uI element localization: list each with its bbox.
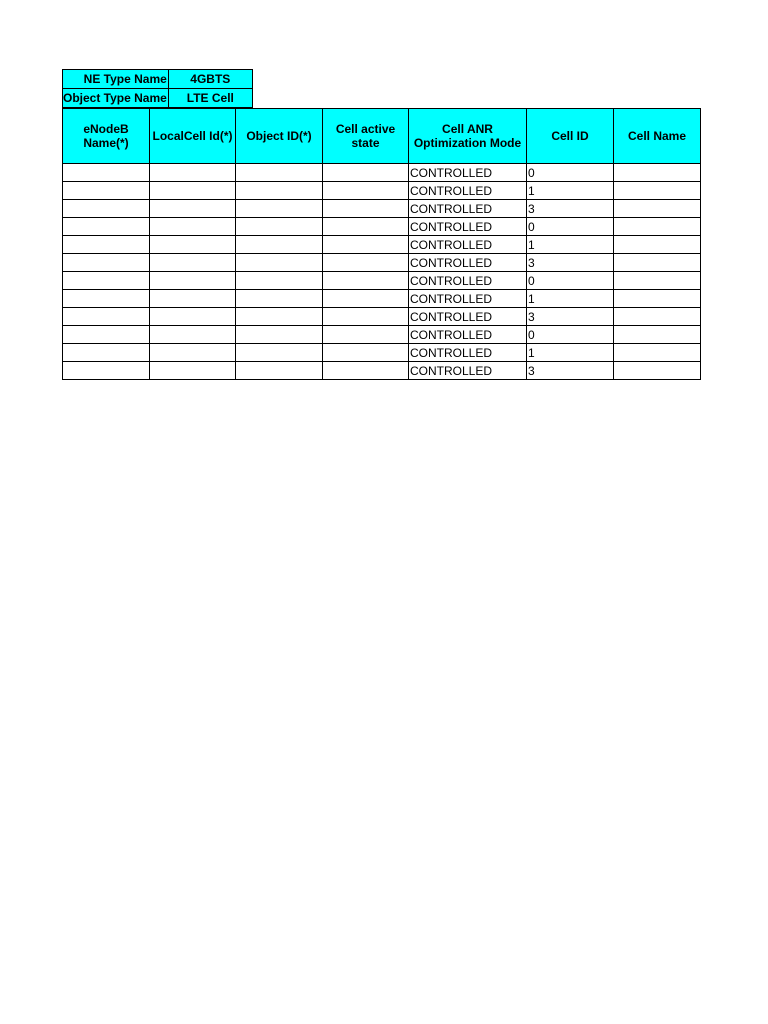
object-id-cell[interactable] <box>236 164 323 182</box>
cell-active-state-cell[interactable] <box>323 164 409 182</box>
object-id-cell[interactable] <box>236 254 323 272</box>
cell-id-cell[interactable]: 0 <box>527 218 614 236</box>
header-object-id[interactable]: Object ID(*) <box>236 109 323 164</box>
object-id-cell[interactable] <box>236 218 323 236</box>
cell-id-cell[interactable]: 0 <box>527 164 614 182</box>
object-type-value[interactable]: LTE Cell <box>168 89 252 108</box>
enodeb-name-cell[interactable] <box>63 290 150 308</box>
cell-id-cell[interactable]: 1 <box>527 182 614 200</box>
enodeb-name-cell[interactable] <box>63 182 150 200</box>
cell-name-cell[interactable] <box>614 362 701 380</box>
header-cell-name[interactable]: Cell Name <box>614 109 701 164</box>
cell-name-cell[interactable] <box>614 254 701 272</box>
cell-name-cell[interactable] <box>614 290 701 308</box>
anr-mode-cell[interactable]: CONTROLLED <box>409 164 527 182</box>
cell-id-cell[interactable]: 1 <box>527 344 614 362</box>
object-id-cell[interactable] <box>236 272 323 290</box>
object-id-cell[interactable] <box>236 182 323 200</box>
anr-mode-cell[interactable]: CONTROLLED <box>409 272 527 290</box>
anr-mode-cell[interactable]: CONTROLLED <box>409 254 527 272</box>
cell-id-cell[interactable]: 1 <box>527 290 614 308</box>
localcell-id-cell[interactable] <box>150 218 236 236</box>
object-type-row <box>63 89 253 108</box>
table-row <box>63 362 701 380</box>
object-id-cell[interactable] <box>236 362 323 380</box>
anr-mode-cell[interactable]: CONTROLLED <box>409 362 527 380</box>
table-row <box>63 326 701 344</box>
localcell-id-cell[interactable] <box>150 290 236 308</box>
cell-active-state-cell[interactable] <box>323 362 409 380</box>
cell-active-state-cell[interactable] <box>323 254 409 272</box>
cell-id-cell[interactable]: 0 <box>527 272 614 290</box>
table-row <box>63 254 701 272</box>
header-cell-id[interactable]: Cell ID <box>527 109 614 164</box>
header-enodeb-name[interactable]: eNodeB Name(*) <box>63 109 150 164</box>
object-id-cell[interactable] <box>236 308 323 326</box>
object-id-cell[interactable] <box>236 200 323 218</box>
localcell-id-cell[interactable] <box>150 272 236 290</box>
cell-id-cell[interactable]: 3 <box>527 362 614 380</box>
object-type-label[interactable]: Object Type Name <box>63 89 169 108</box>
localcell-id-cell[interactable] <box>150 362 236 380</box>
meta-table <box>62 69 253 108</box>
cell-active-state-cell[interactable] <box>323 290 409 308</box>
cell-name-cell[interactable] <box>614 326 701 344</box>
anr-mode-cell[interactable]: CONTROLLED <box>409 218 527 236</box>
header-row <box>63 109 701 164</box>
ne-type-row <box>63 70 253 89</box>
enodeb-name-cell[interactable] <box>63 200 150 218</box>
cell-active-state-cell[interactable] <box>323 326 409 344</box>
enodeb-name-cell[interactable] <box>63 254 150 272</box>
anr-mode-cell[interactable]: CONTROLLED <box>409 290 527 308</box>
table-row <box>63 218 701 236</box>
object-id-cell[interactable] <box>236 236 323 254</box>
ne-type-value[interactable]: 4GBTS <box>168 70 252 89</box>
anr-mode-cell[interactable]: CONTROLLED <box>409 182 527 200</box>
object-id-cell[interactable] <box>236 344 323 362</box>
localcell-id-cell[interactable] <box>150 254 236 272</box>
cell-active-state-cell[interactable] <box>323 344 409 362</box>
localcell-id-cell[interactable] <box>150 344 236 362</box>
cell-name-cell[interactable] <box>614 200 701 218</box>
object-id-cell[interactable] <box>236 326 323 344</box>
enodeb-name-cell[interactable] <box>63 272 150 290</box>
cell-table <box>62 108 701 380</box>
table-row <box>63 236 701 254</box>
enodeb-name-cell[interactable] <box>63 362 150 380</box>
header-localcell-id[interactable]: LocalCell Id(*) <box>150 109 236 164</box>
cell-id-cell[interactable]: 0 <box>527 326 614 344</box>
cell-id-cell[interactable]: 3 <box>527 200 614 218</box>
cell-active-state-cell[interactable] <box>323 272 409 290</box>
localcell-id-cell[interactable] <box>150 164 236 182</box>
anr-mode-cell[interactable]: CONTROLLED <box>409 200 527 218</box>
localcell-id-cell[interactable] <box>150 236 236 254</box>
header-cell-active-state[interactable]: Cell active state <box>323 109 409 164</box>
enodeb-name-cell[interactable] <box>63 164 150 182</box>
table-row <box>63 344 701 362</box>
table-row <box>63 182 701 200</box>
enodeb-name-cell[interactable] <box>63 218 150 236</box>
cell-name-cell[interactable] <box>614 272 701 290</box>
localcell-id-cell[interactable] <box>150 182 236 200</box>
header-cell-anr-optimization-mode[interactable]: Cell ANR Optimization Mode <box>409 109 527 164</box>
table-row <box>63 272 701 290</box>
cell-id-cell[interactable]: 3 <box>527 254 614 272</box>
table-row <box>63 200 701 218</box>
cell-name-cell[interactable] <box>614 164 701 182</box>
enodeb-name-cell[interactable] <box>63 326 150 344</box>
cell-name-cell[interactable] <box>614 236 701 254</box>
spreadsheet <box>62 69 701 380</box>
table-row <box>63 308 701 326</box>
cell-name-cell[interactable] <box>614 344 701 362</box>
cell-active-state-cell[interactable] <box>323 182 409 200</box>
enodeb-name-cell[interactable] <box>63 236 150 254</box>
cell-id-cell[interactable]: 1 <box>527 236 614 254</box>
cell-name-cell[interactable] <box>614 182 701 200</box>
table-row <box>63 164 701 182</box>
localcell-id-cell[interactable] <box>150 200 236 218</box>
enodeb-name-cell[interactable] <box>63 344 150 362</box>
table-body <box>63 164 701 380</box>
ne-type-label[interactable]: NE Type Name <box>63 70 169 89</box>
object-id-cell[interactable] <box>236 290 323 308</box>
anr-mode-cell[interactable]: CONTROLLED <box>409 326 527 344</box>
localcell-id-cell[interactable] <box>150 308 236 326</box>
cell-name-cell[interactable] <box>614 308 701 326</box>
table-row <box>63 290 701 308</box>
localcell-id-cell[interactable] <box>150 326 236 344</box>
anr-mode-cell[interactable]: CONTROLLED <box>409 308 527 326</box>
cell-id-cell[interactable]: 3 <box>527 308 614 326</box>
cell-active-state-cell[interactable] <box>323 236 409 254</box>
cell-active-state-cell[interactable] <box>323 200 409 218</box>
enodeb-name-cell[interactable] <box>63 308 150 326</box>
anr-mode-cell[interactable]: CONTROLLED <box>409 344 527 362</box>
anr-mode-cell[interactable]: CONTROLLED <box>409 236 527 254</box>
cell-active-state-cell[interactable] <box>323 218 409 236</box>
cell-active-state-cell[interactable] <box>323 308 409 326</box>
cell-name-cell[interactable] <box>614 218 701 236</box>
